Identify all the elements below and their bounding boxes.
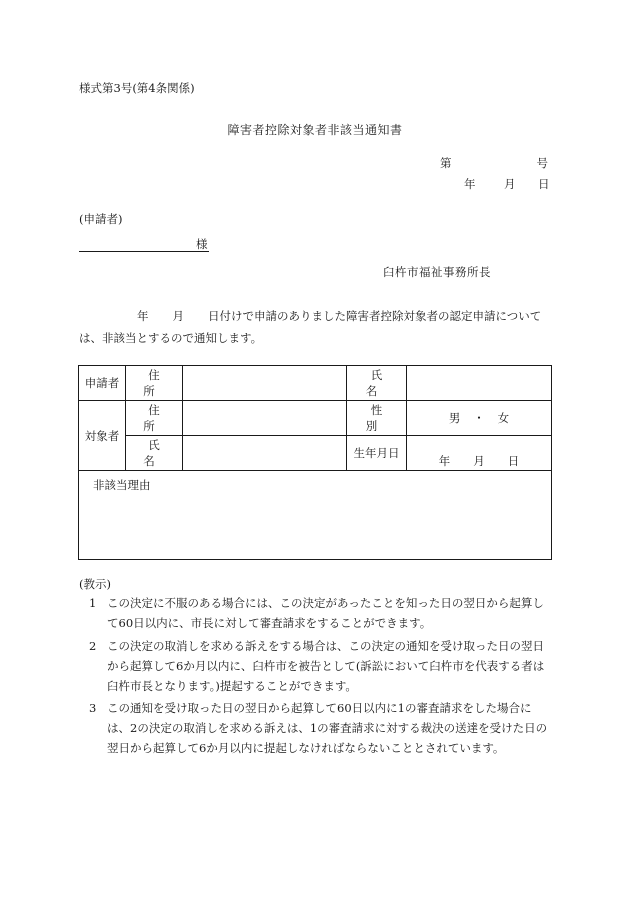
applicant-address-label: 住 所 (126, 366, 183, 401)
reason-cell (79, 471, 552, 560)
applicant-address-value (183, 366, 347, 401)
target-address-value (183, 401, 347, 436)
notice-heading: (教示) (79, 577, 111, 591)
gender-label: 性 別 (347, 401, 407, 436)
notice-item-text: この通知を受け取った日の翌日から起算して60日以内に1の審査請求をした場合には、2の決定の取消しを求める訴えは、1の審査請求に対する裁決の送達を受けた日の翌日から起算して6か月以内に提起しなければならないこととされています。 (107, 701, 548, 755)
issuer-name: 臼杵市福祉事務所長 (383, 265, 491, 279)
dob-label: 生年月日 (347, 436, 407, 471)
applicant-label: (申請者) (79, 212, 123, 226)
gender-male: 男 (448, 411, 461, 425)
notice-body (79, 305, 551, 349)
notice-item (79, 636, 553, 696)
honorific: 様 (196, 237, 208, 251)
notice-item (79, 593, 553, 633)
date-month: 月 (504, 177, 516, 191)
gender-female: 女 (497, 411, 510, 425)
document-title: 障害者控除対象者非該当通知書 (227, 123, 403, 137)
dob-value: 年 月 日 (407, 436, 552, 471)
target-address-label: 住 所 (126, 401, 183, 436)
date-day: 日 (538, 177, 550, 191)
gender-value (407, 401, 552, 436)
reason-label: 非該当理由 (93, 478, 151, 492)
date-year: 年 (464, 177, 476, 191)
notice-item (79, 698, 553, 758)
gender-separator: ・ (473, 411, 485, 425)
notice-item-number: 1 (89, 596, 97, 610)
number-suffix: 号 (536, 156, 548, 170)
target-name-label: 氏 名 (126, 436, 183, 471)
applicant-name-value (407, 366, 552, 401)
applicant-name-label: 氏 名 (347, 366, 407, 401)
document-number-line (440, 155, 548, 171)
number-prefix: 第 (440, 156, 452, 170)
notice-item-number: 2 (89, 639, 97, 653)
target-name-value (183, 436, 347, 471)
info-table (78, 365, 552, 560)
applicant-name-line (79, 236, 209, 252)
notice-item-number: 3 (89, 701, 97, 715)
notice-item-text: この決定の取消しを求める訴えをする場合は、この決定の通知を受け取った日の翌日から起算して6か月以内に、臼杵市を被告として(訴訟において臼杵市を代表する者は臼杵市長となります。)提起することができます。 (107, 639, 545, 693)
body-month: 月 (172, 309, 184, 323)
notice-item-text: この決定に不服のある場合には、この決定があったことを知った日の翌日から起算して60日以内に、市長に対して審査請求をすることができます。 (107, 596, 544, 630)
body-year: 年 (137, 309, 149, 323)
target-cell-label: 対象者 (79, 401, 126, 471)
applicant-cell-label: 申請者 (79, 366, 126, 401)
body-text: 日付けで申請のありました障害者控除対象者の認定申請については、非該当とするので通知します。 (79, 309, 542, 345)
form-number: 様式第3号(第4条関係) (79, 81, 195, 95)
